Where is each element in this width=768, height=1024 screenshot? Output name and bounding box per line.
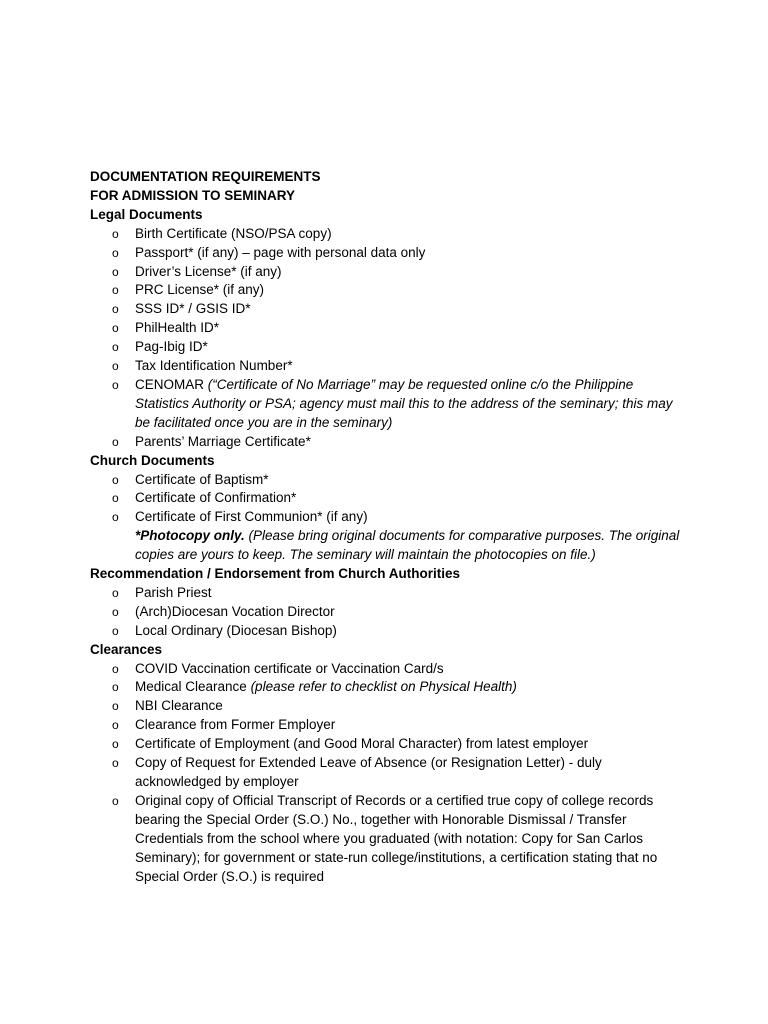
bullet-icon: o xyxy=(112,604,119,619)
list-item xyxy=(90,471,680,490)
document-content xyxy=(90,168,680,886)
list-item xyxy=(90,660,680,679)
list-item xyxy=(90,716,680,735)
list-item-medical xyxy=(90,678,680,697)
photocopy-note-text: (Please bring original documents for comparative purposes. The original copies are yours to keep. The seminary will maintain the photocopies on file.) xyxy=(135,528,680,563)
list-item xyxy=(90,433,680,452)
bullet-icon: o xyxy=(112,434,119,449)
list-item-text: NBI Clearance xyxy=(135,698,223,714)
recommendation-list xyxy=(90,584,680,641)
bullet-icon: o xyxy=(112,793,119,808)
bullet-icon: o xyxy=(112,321,119,336)
list-item-text: Parish Priest xyxy=(135,584,212,600)
photocopy-note-bold: *Photocopy only. xyxy=(135,528,245,544)
church-documents-list xyxy=(90,471,680,528)
list-item-text: (Arch)Diocesan Vocation Director xyxy=(135,603,335,619)
medical-note: (please refer to checklist on Physical Health) xyxy=(250,679,517,695)
bullet-icon: o xyxy=(112,699,119,714)
list-item-text: Certificate of Employment (and Good Moral Character) from latest employer xyxy=(135,736,589,752)
list-item-text: Copy of Request for Extended Leave of Absence (or Resignation Letter) - duly acknowledged by employer xyxy=(135,755,602,789)
list-item xyxy=(90,697,680,716)
bullet-icon: o xyxy=(112,340,119,355)
bullet-icon: o xyxy=(112,756,119,771)
list-item-text: SSS ID* / GSIS ID* xyxy=(135,301,251,317)
list-item xyxy=(90,357,680,376)
bullet-icon: o xyxy=(112,472,119,487)
bullet-icon: o xyxy=(112,718,119,733)
list-item-text: Pag-Ibig ID* xyxy=(135,339,208,355)
cenomar-note: (“Certificate of No Marriage” may be requested online c/o the Philippine Statistics Authority or PSA; agency must mail this to the address of the seminary; this may be facilitated once you are in the seminary) xyxy=(135,376,673,430)
list-item-text: Certificate of Baptism* xyxy=(135,471,269,487)
list-item xyxy=(90,754,680,792)
document-title-line-2: FOR ADMISSION TO SEMINARY xyxy=(90,187,296,203)
cenomar-label: CENOMAR xyxy=(135,376,208,392)
bullet-icon: o xyxy=(112,283,119,298)
bullet-icon: o xyxy=(112,737,119,752)
list-item xyxy=(90,244,680,263)
list-item-text: PRC License* (if any) xyxy=(135,282,265,298)
list-item xyxy=(90,622,680,641)
bullet-icon: o xyxy=(112,491,119,506)
list-item-text: COVID Vaccination certificate or Vaccination Card/s xyxy=(135,660,444,676)
list-item-text: Passport* (if any) – page with personal data only xyxy=(135,244,426,260)
list-item xyxy=(90,584,680,603)
clearances-list xyxy=(90,660,680,887)
list-item-text: Certificate of Confirmation* xyxy=(135,490,297,506)
list-item-text: Local Ordinary (Diocesan Bishop) xyxy=(135,622,337,638)
list-item-text: Certificate of First Communion* (if any) xyxy=(135,509,368,525)
list-item-cenomar xyxy=(90,376,680,433)
list-item xyxy=(90,735,680,754)
church-documents-heading: Church Documents xyxy=(90,452,215,468)
list-item-text: Parents’ Marriage Certificate* xyxy=(135,433,311,449)
list-item xyxy=(90,489,680,508)
bullet-icon: o xyxy=(112,585,119,600)
photocopy-note xyxy=(90,527,680,565)
bullet-icon: o xyxy=(112,680,119,695)
list-item xyxy=(90,263,680,282)
bullet-icon: o xyxy=(112,510,119,525)
bullet-icon: o xyxy=(112,264,119,279)
list-item xyxy=(90,792,680,887)
bullet-icon: o xyxy=(112,245,119,260)
recommendation-heading: Recommendation / Endorsement from Church Authorities xyxy=(90,566,461,582)
legal-documents-list xyxy=(90,225,680,452)
bullet-icon: o xyxy=(112,377,119,392)
bullet-icon: o xyxy=(112,359,119,374)
document-title-line-1: DOCUMENTATION REQUIREMENTS xyxy=(90,169,321,184)
list-item xyxy=(90,281,680,300)
list-item xyxy=(90,508,680,527)
list-item-text: Original copy of Official Transcript of Records or a certified true copy of college records bearing the Special Order (S.O.) No., together with Honorable Dismissal / Transfer Credentials from the school where you graduated (with notation: Copy for San Carlos Seminary); for government or state-run college/institutions, a certification stating that no Special Order (S.O.) is required xyxy=(135,792,658,884)
bullet-icon: o xyxy=(112,623,119,638)
list-item-text: Clearance from Former Employer xyxy=(135,717,336,733)
bullet-icon: o xyxy=(112,302,119,317)
list-item-text: Tax Identification Number* xyxy=(135,358,293,374)
list-item xyxy=(90,338,680,357)
list-item-text: PhilHealth ID* xyxy=(135,320,220,336)
bullet-icon: o xyxy=(112,226,119,241)
list-item xyxy=(90,300,680,319)
medical-label: Medical Clearance xyxy=(135,679,251,695)
list-item-text: Birth Certificate (NSO/PSA copy) xyxy=(135,225,332,241)
list-item xyxy=(90,225,680,244)
list-item xyxy=(90,319,680,338)
list-item xyxy=(90,603,680,622)
legal-documents-heading: Legal Documents xyxy=(90,206,203,222)
clearances-heading: Clearances xyxy=(90,641,163,657)
list-item-text: Driver’s License* (if any) xyxy=(135,263,282,279)
bullet-icon: o xyxy=(112,661,119,676)
